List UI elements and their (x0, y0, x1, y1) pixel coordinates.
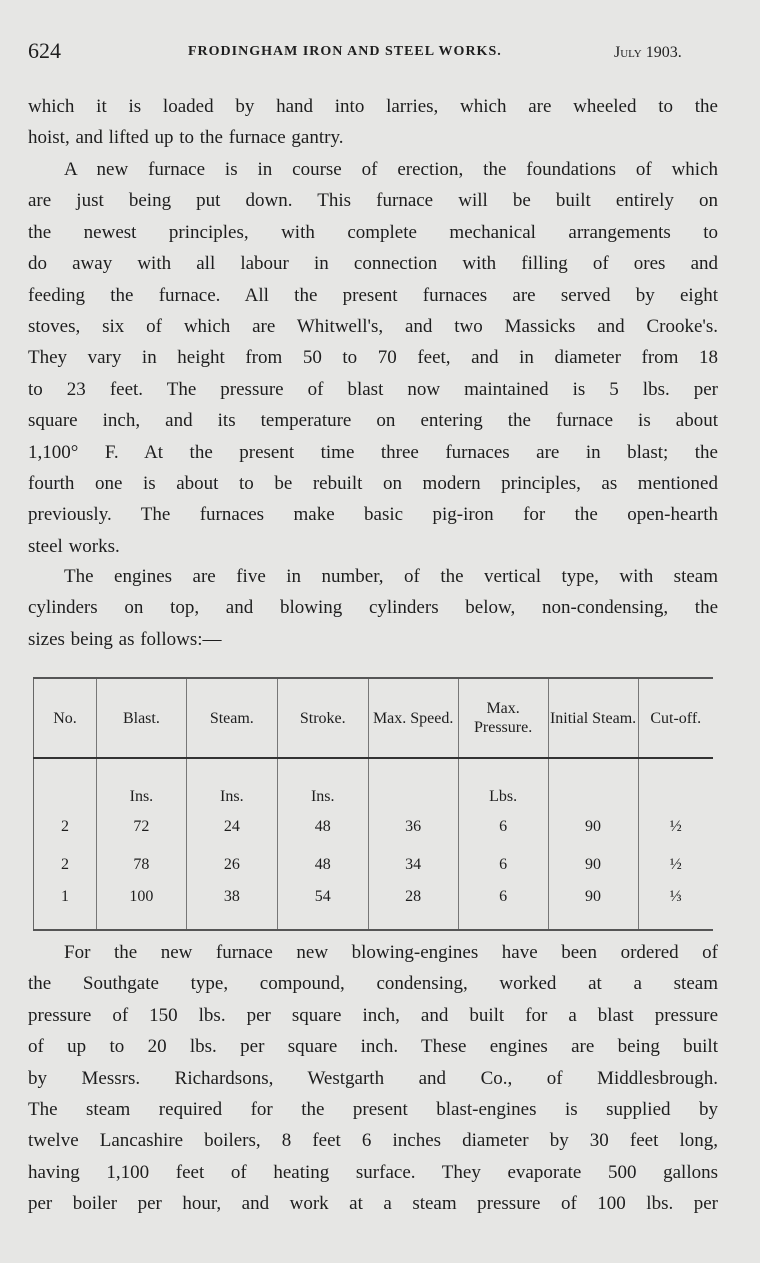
table-cell: Ins. (186, 758, 277, 808)
para4-line: twelve Lancashire boilers, 8 feet 6 inches diameter by 30 feet long, (28, 1130, 718, 1152)
table-cell: 2 (34, 808, 97, 846)
units-row (34, 758, 714, 808)
table-cell: 90 (548, 808, 638, 846)
table-cell: ½ (669, 818, 682, 835)
engine-table (33, 677, 713, 931)
table-cell: 48 (277, 846, 368, 884)
para2-line: square inch, and its temperature on entering the furnace is about (28, 410, 718, 432)
para4-line: For the new furnace new blowing-engines have been ordered of (64, 942, 718, 963)
para2-line: They vary in height from 50 to 70 feet, and in diameter from 18 (28, 347, 718, 369)
table-cell: 90 (548, 846, 638, 884)
table-cell: 100 (96, 884, 186, 930)
para4-line: by Messrs. Richardsons, Westgarth and Co., of Middlesbrough. (28, 1067, 718, 1089)
para4-line: per boiler per hour, and work at a steam pressure of 100 lbs. per (28, 1193, 718, 1215)
para1-line: which it is loaded by hand into larries, which are wheeled to the (28, 96, 718, 117)
column-header: Initial Steam. (548, 678, 638, 758)
page-number: 624 (28, 38, 61, 63)
table-header-row (34, 678, 714, 758)
para2-line: A new furnace is in course of erection, the foundations of which (64, 159, 718, 180)
table-cell: 54 (277, 884, 368, 930)
table-cell: 24 (186, 808, 277, 846)
para2-line: do away with all labour in connection with filling of ores and (28, 253, 718, 275)
column-header: Max. Pressure. (458, 678, 548, 758)
table-cell: 28 (368, 884, 458, 930)
table-cell: 6 (458, 846, 548, 884)
table-cell (638, 758, 713, 808)
para4-line: the Southgate type, compound, condensing, worked at a steam (28, 973, 718, 995)
table-cell (548, 758, 638, 808)
column-header: No. (34, 678, 97, 758)
table-cell: 6 (458, 884, 548, 930)
para4-line: The steam required for the present blast-engines is supplied by (28, 1099, 718, 1120)
para2-line: the newest principles, with complete mechanical arrangements to (28, 221, 718, 243)
para4-line: pressure of 150 lbs. per square inch, and built for a blast pressure (28, 1004, 718, 1026)
para2-line: 1,100° F. At the present time three furnaces are in blast; the (28, 441, 718, 463)
table-cell: 2 (34, 846, 97, 884)
para4-line: of up to 20 lbs. per square inch. These engines are being built (28, 1036, 718, 1058)
column-header: Stroke. (277, 678, 368, 758)
para3-line: The engines are five in number, of the vertical type, with steam (64, 566, 718, 587)
table-cell (368, 758, 458, 808)
para3-line: cylinders on top, and blowing cylinders below, non-condensing, the (28, 597, 718, 619)
para2-line: previously. The furnaces make basic pig-iron for the open-hearth (28, 504, 718, 526)
table-cell: 26 (186, 846, 277, 884)
column-header: Max. Speed. (368, 678, 458, 758)
table-cell: 72 (96, 808, 186, 846)
column-header: Steam. (186, 678, 277, 758)
table-cell: ⅓ (669, 888, 682, 905)
table-row (34, 846, 714, 884)
table-cell: 38 (186, 884, 277, 930)
para3-line: sizes being as follows:— (28, 628, 222, 650)
para2-line: steel works. (28, 535, 120, 557)
table-cell: 34 (368, 846, 458, 884)
table-cell (34, 758, 97, 808)
column-header: Cut-off. (638, 678, 713, 758)
table-cell: Ins. (277, 758, 368, 808)
table-row (34, 884, 714, 930)
para2-line: to 23 feet. The pressure of blast now maintained is 5 lbs. per (28, 378, 718, 400)
para2-line: fourth one is about to be rebuilt on modern principles, as mentioned (28, 473, 718, 494)
table-cell: 36 (368, 808, 458, 846)
para1-line: hoist, and lifted up to the furnace gantry. (28, 127, 344, 149)
table-cell: Ins. (96, 758, 186, 808)
table-cell: 90 (548, 884, 638, 930)
para4-line: having 1,100 feet of heating surface. They evaporate 500 gallons (28, 1161, 718, 1183)
para2-line: are just being put down. This furnace will be built entirely on (28, 190, 718, 212)
para2-line: stoves, six of which are Whitwell's, and two Massicks and Crooke's. (28, 316, 718, 337)
table-cell: 6 (458, 808, 548, 846)
para2-line: feeding the furnace. All the present furnaces are served by eight (28, 284, 718, 306)
table-cell: ½ (669, 856, 682, 873)
table-cell: 48 (277, 808, 368, 846)
column-header: Blast. (96, 678, 186, 758)
table-row (34, 808, 714, 846)
table-cell: Lbs. (458, 758, 548, 808)
table-cell: 1 (34, 884, 97, 930)
running-title: FRODINGHAM IRON AND STEEL WORKS. (188, 44, 502, 59)
table-cell: 78 (96, 846, 186, 884)
running-date: July 1903. (614, 44, 682, 61)
